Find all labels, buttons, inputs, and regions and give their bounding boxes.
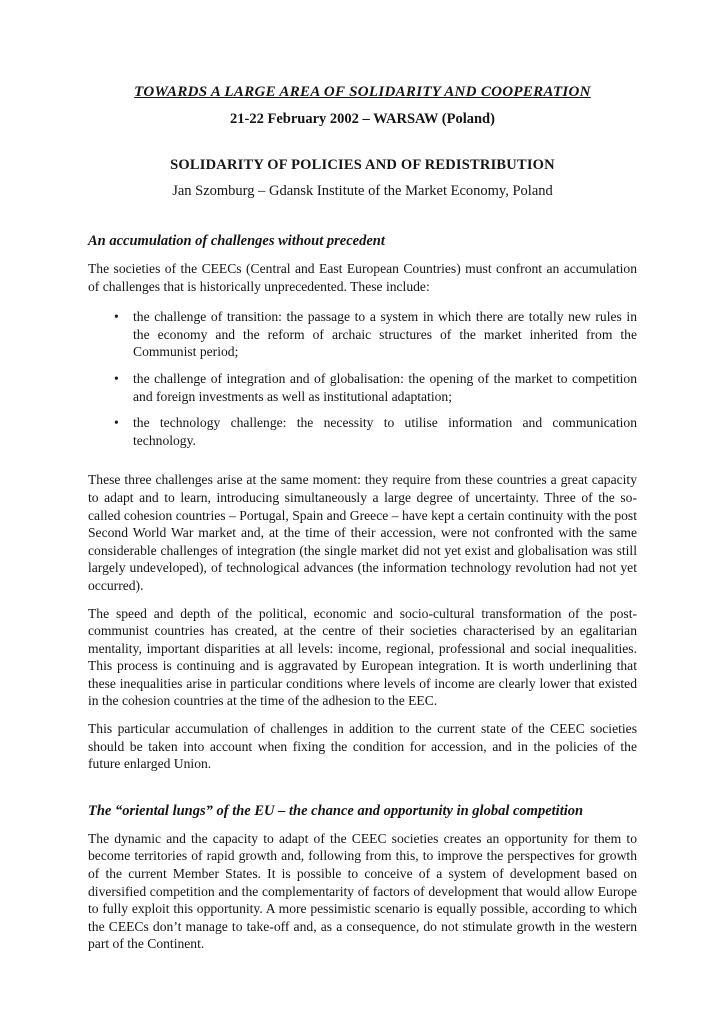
list-item [88, 308, 637, 361]
list-item [88, 370, 637, 405]
conference-date-location: 21-22 February 2002 – WARSAW (Poland) [230, 111, 495, 127]
bullet-icon: • [114, 415, 119, 431]
list-item [88, 414, 637, 449]
bullet-icon: • [114, 309, 119, 325]
document-header [88, 84, 637, 199]
body-paragraph: These three challenges arise at the same moment: they require from these countries a great capacity to adapt and to learn, introducing simultaneously a large degree of uncertainty. Three of the so-called cohesion countries – Portugal, Spain and Greece – have kept a certain continuity with the post Second World War market and, at the time of their accession, were not confronted with the same considerable challenges of integration (the single market did not yet exist and globalisation was still largely undeveloped), of technological advances (the information technology revolution had not yet occurred). [88, 472, 637, 593]
section-heading: An accumulation of challenges without precedent [88, 233, 385, 249]
bullet-text: the challenge of transition: the passage to a system in which there are totally new rules in the economy and the reform of archaic structures of the market inherited from the Communist period; [133, 309, 637, 360]
challenges-bullet-list [88, 308, 637, 449]
bullet-icon: • [114, 370, 119, 386]
intro-paragraph: The societies of the CEECs (Central and East European Countries) must confront an accumulation of challenges that is historically unprecedented. These include: [88, 261, 637, 294]
conference-title: TOWARDS A LARGE AREA OF SOLIDARITY AND COOPERATION [134, 84, 591, 100]
section-accumulation-of-challenges [88, 233, 637, 773]
body-paragraph: The speed and depth of the political, economic and socio-cultural transformation of the post-communist countries has created, at the centre of their societies characterised by an egalitarian mentality, important disparities at all levels: income, regional, professional and social inequalities. This process is continuing and is aggravated by European integration. It is worth underlining that these inequalities arise in particular conditions where levels of income are clearly lower that existed in the cohesion countries at the time of the adhesion to the EEC. [88, 605, 637, 709]
paper-title: SOLIDARITY OF POLICIES AND OF REDISTRIBUTION [170, 157, 555, 173]
section-oriental-lungs [88, 803, 637, 953]
author-affiliation: Jan Szomburg – Gdansk Institute of the Market Economy, Poland [172, 183, 553, 199]
body-paragraph: This particular accumulation of challenges in addition to the current state of the CEEC societies should be taken into account when fixing the condition for accession, and in the policies of the future enlarged Union. [88, 721, 637, 772]
section-heading: The “oriental lungs” of the EU – the chance and opportunity in global competition [88, 802, 584, 819]
body-paragraph: The dynamic and the capacity to adapt of the CEEC societies creates an opportunity for them to become territories of rapid growth and, following from this, to improve the perspectives for growth of the current Member States. It is possible to conceive of a system of development based on diversified competition and the complementarity of factors of development that would allow Europe to fully exploit this opportunity. A more pessimistic scenario is equally possible, according to which the CEECs don’t manage to take-off and, as a consequence, do not stimulate growth in the western part of the Continent. [88, 830, 637, 952]
bullet-text: the challenge of integration and of globalisation: the opening of the market to competition and foreign investments as well as institutional adaptation; [133, 370, 637, 404]
bullet-text: the technology challenge: the necessity to utilise information and communication technology. [133, 415, 637, 448]
